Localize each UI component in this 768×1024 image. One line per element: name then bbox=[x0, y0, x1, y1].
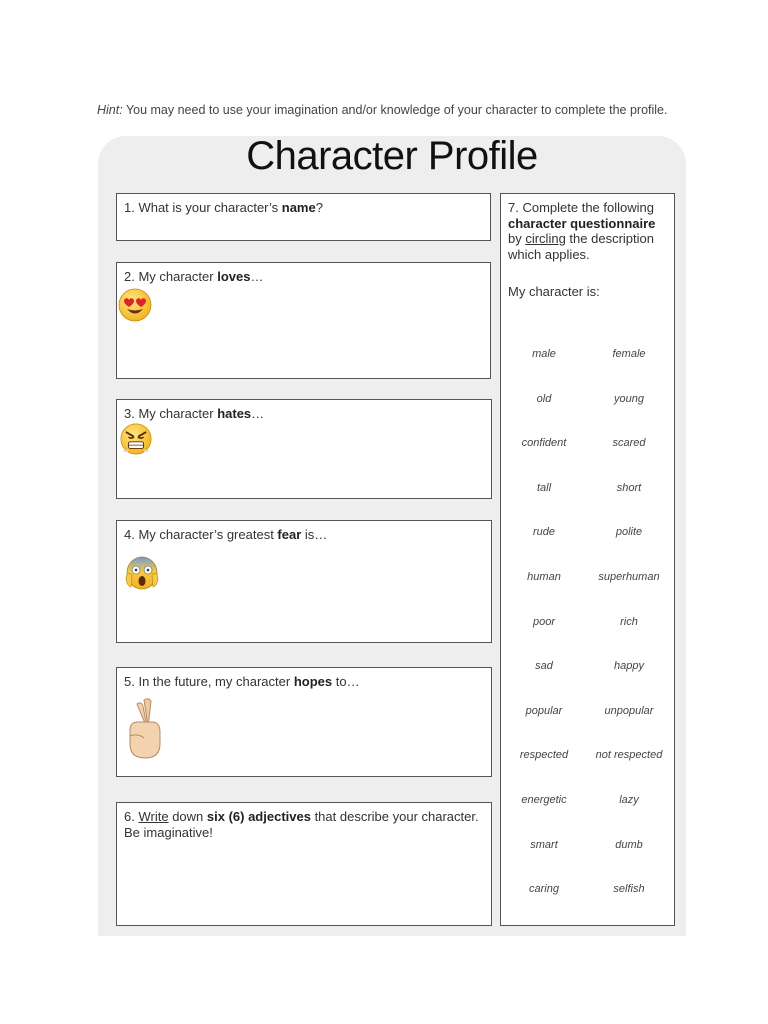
hint-body: You may need to use your imagination and/or knowledge of your character to complete the profile. bbox=[122, 103, 668, 117]
q5-keyword: hopes bbox=[293, 674, 333, 689]
q3-keyword: hates bbox=[217, 406, 252, 421]
option-right[interactable]: not respected bbox=[595, 749, 663, 762]
q1-text: 1. What is your character’s bbox=[124, 200, 282, 215]
option-left[interactable]: rude bbox=[532, 526, 556, 539]
hopes-box[interactable] bbox=[116, 667, 492, 777]
q4-keyword: fear bbox=[277, 527, 302, 542]
option-right[interactable]: superhuman bbox=[598, 571, 660, 583]
q7-intro bbox=[508, 200, 667, 262]
angry-emoji-icon bbox=[119, 422, 153, 456]
q1-keyword: name bbox=[281, 200, 316, 215]
q6-number: 6. bbox=[124, 809, 139, 824]
q7-text-e: the description which applies. bbox=[508, 231, 654, 262]
option-right[interactable]: polite bbox=[615, 526, 643, 539]
option-left[interactable]: male bbox=[532, 348, 556, 360]
screaming-emoji-icon bbox=[124, 555, 160, 593]
q2-end: … bbox=[250, 269, 264, 284]
option-right[interactable]: lazy bbox=[619, 794, 639, 806]
hint-text bbox=[97, 103, 717, 117]
q7-circling: circling bbox=[525, 231, 566, 246]
hates-box[interactable] bbox=[116, 399, 492, 499]
loves-box[interactable] bbox=[116, 262, 491, 379]
option-left[interactable]: confident bbox=[521, 437, 567, 450]
crossed-fingers-emoji-icon bbox=[124, 696, 166, 762]
option-right[interactable]: happy bbox=[614, 660, 644, 673]
option-left[interactable]: respected bbox=[519, 749, 569, 762]
option-right[interactable]: scared bbox=[612, 437, 646, 450]
option-left[interactable]: tall bbox=[536, 481, 552, 494]
option-left[interactable]: sad bbox=[535, 660, 553, 673]
q4-end: is… bbox=[301, 527, 328, 542]
option-left[interactable]: old bbox=[536, 392, 552, 405]
q1-end: ? bbox=[315, 200, 323, 215]
fear-box[interactable] bbox=[116, 520, 492, 643]
hint-label: Hint: bbox=[97, 103, 123, 117]
option-left[interactable]: caring bbox=[529, 883, 559, 896]
option-left[interactable]: energetic bbox=[521, 794, 567, 806]
option-right[interactable]: short bbox=[616, 481, 642, 494]
q7-keyword: character questionnaire bbox=[508, 215, 656, 231]
questionnaire-box bbox=[500, 193, 675, 926]
name-box[interactable] bbox=[116, 193, 491, 241]
option-right[interactable]: selfish bbox=[613, 883, 645, 896]
option-left[interactable]: popular bbox=[525, 704, 563, 717]
q6-down: down bbox=[168, 809, 207, 824]
heart-eyes-emoji-icon bbox=[117, 287, 153, 323]
q4-text: 4. My character’s greatest bbox=[124, 527, 278, 542]
option-left[interactable]: human bbox=[527, 571, 561, 583]
page-title: Character Profile bbox=[246, 134, 538, 178]
option-left[interactable]: smart bbox=[530, 838, 558, 851]
option-right[interactable]: young bbox=[614, 392, 644, 405]
q5-end: to… bbox=[332, 674, 360, 689]
q7-subheading: My character is: bbox=[508, 284, 600, 299]
q2-keyword: loves bbox=[217, 269, 251, 284]
option-right[interactable]: rich bbox=[620, 615, 638, 628]
option-right[interactable]: dumb bbox=[615, 838, 643, 851]
q2-text: 2. My character bbox=[124, 269, 218, 284]
q6-write: Write bbox=[138, 809, 169, 824]
q7-text-a: 7. Complete the following bbox=[508, 200, 654, 215]
q5-text: 5. In the future, my character bbox=[124, 674, 294, 689]
option-right[interactable]: unpopular bbox=[604, 704, 654, 717]
q6-end: that describe your character. Be imaginative! bbox=[124, 809, 479, 840]
q7-text-c: by bbox=[508, 231, 526, 246]
adjectives-box[interactable] bbox=[116, 802, 492, 926]
option-left[interactable]: poor bbox=[532, 615, 556, 628]
q3-end: … bbox=[251, 406, 265, 421]
q3-text: 3. My character bbox=[124, 406, 218, 421]
option-right[interactable]: female bbox=[612, 348, 646, 360]
q6-keyword: six (6) adjectives bbox=[206, 809, 311, 824]
